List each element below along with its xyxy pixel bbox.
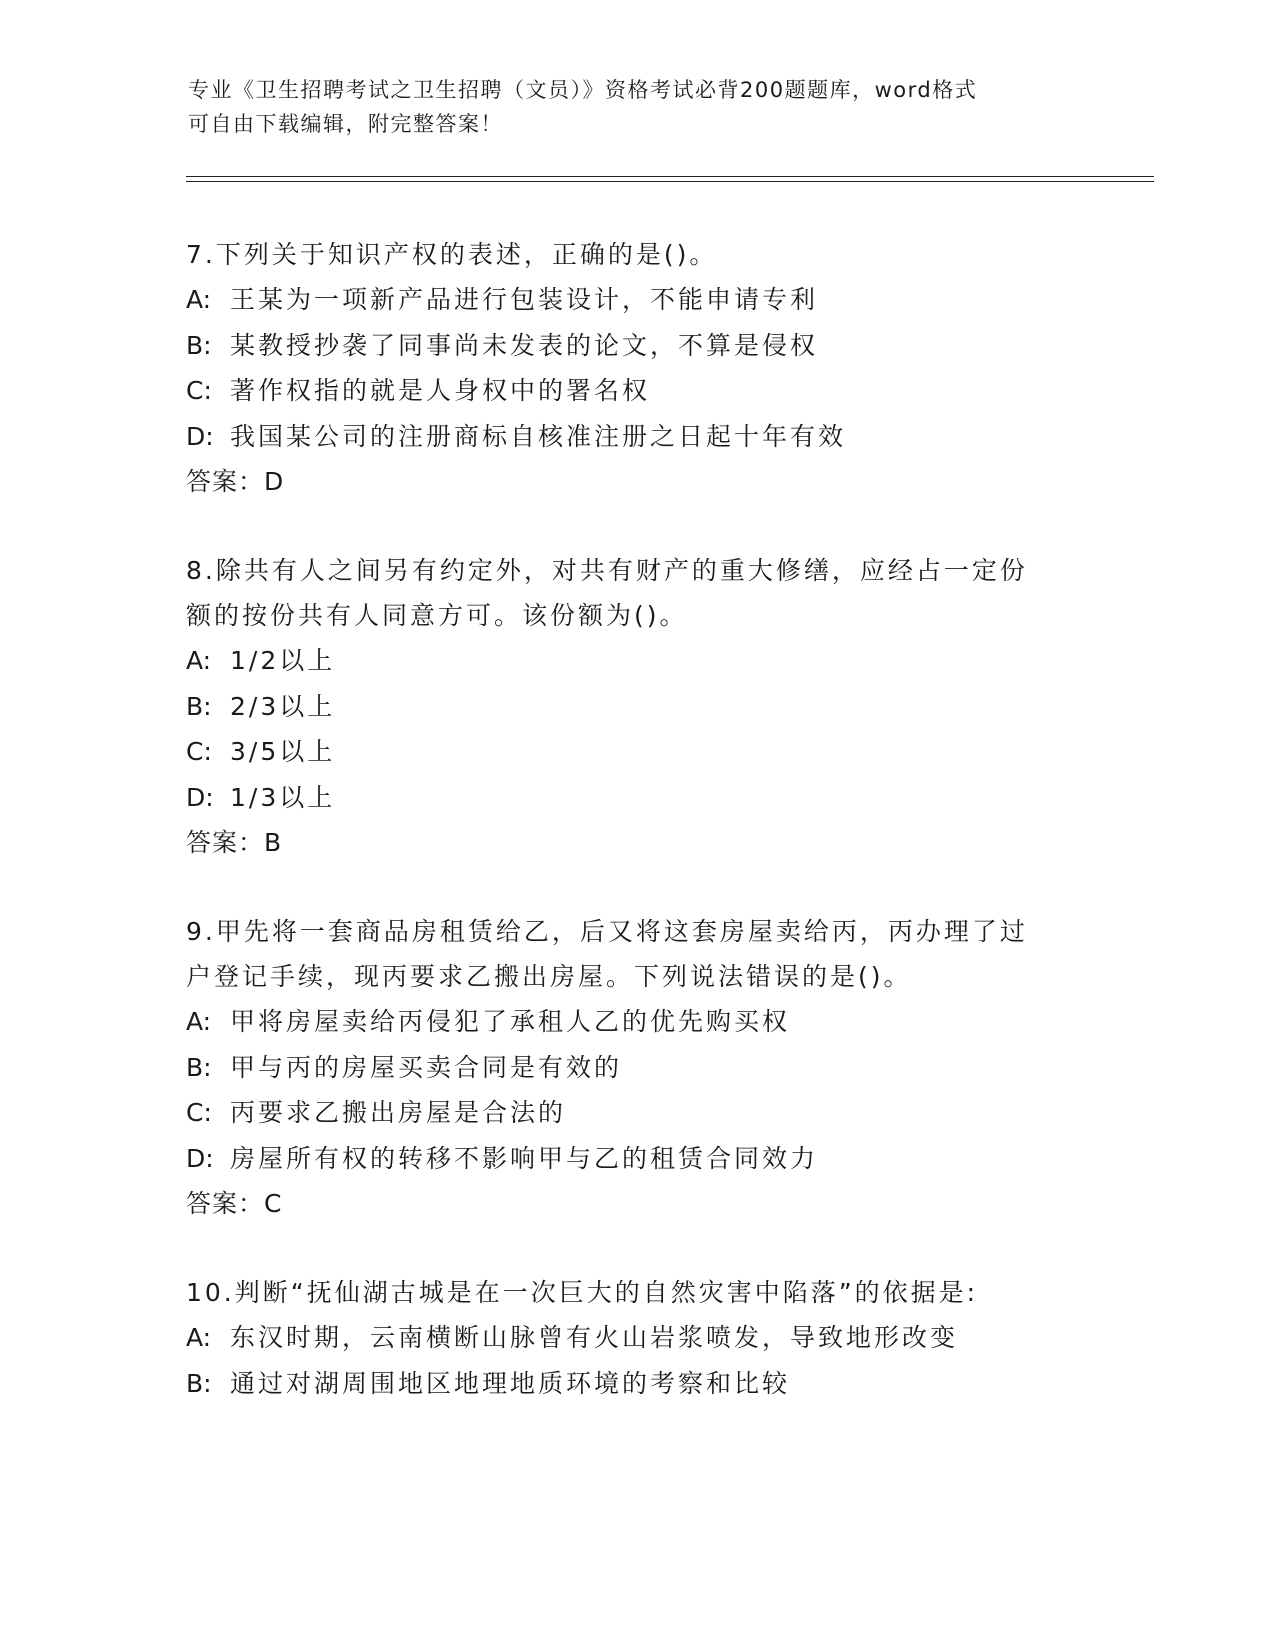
header-divider-top [186,176,1154,177]
option-b [186,684,1086,730]
option-key: D: [186,1143,214,1173]
option-d [186,414,1086,460]
option-c [186,1090,1086,1136]
question-list [186,232,1086,1450]
document-header [188,73,1068,141]
question-stem-line: 8.除共有人之间另有约定外，对共有财产的重大修缮，应经占一定份 [186,556,1028,585]
option-key: A: [186,285,212,314]
question-stem-line: 9.甲先将一套商品房租赁给乙，后又将这套房屋卖给丙，丙办理了过 [186,917,1028,946]
option-text: 著作权指的就是人身权中的署名权 [230,376,651,405]
option-key: B: [186,1368,212,1398]
option-key: A: [186,1007,212,1036]
option-text: 房屋所有权的转移不影响甲与乙的租赁合同效力 [230,1143,819,1173]
answer-line: 答案：C [186,1189,283,1218]
header-divider-bottom [186,181,1154,182]
question-stem-line: 户登记手续，现丙要求乙搬出房屋。下列说法错误的是()。 [186,962,912,991]
question-stem [186,1270,1086,1315]
question-stem [186,909,1086,999]
option-key: D: [186,782,214,812]
option-key: C: [186,376,212,405]
option-d [186,1136,1086,1182]
answer-line: 答案：B [186,828,283,857]
header-line-2: 可自由下载编辑，附完整答案！ [188,112,503,136]
option-b [186,1361,1086,1407]
answer-line: 答案：D [186,467,285,496]
option-text: 王某为一项新产品进行包装设计，不能申请专利 [230,285,819,314]
option-b [186,323,1086,369]
question-stem-line: 额的按份共有人同意方可。该份额为()。 [186,601,688,630]
option-key: A: [186,646,212,675]
option-b [186,1045,1086,1091]
option-c [186,368,1086,414]
option-key: D: [186,421,214,451]
option-text: 我国某公司的注册商标自核准注册之日起十年有效 [230,421,847,451]
option-a [186,277,1086,323]
option-key: B: [186,1052,212,1082]
question-item [186,548,1086,865]
option-a [186,638,1086,684]
question-item [186,232,1086,504]
option-a [186,1315,1086,1361]
option-text: 甲与丙的房屋买卖合同是有效的 [230,1052,623,1082]
question-stem-line: 10.判断“抚仙湖古城是在一次巨大的自然灾害中陷落”的依据是: [186,1278,979,1307]
option-d [186,775,1086,821]
question-stem [186,232,1086,277]
option-text: 2/3以上 [230,691,336,721]
option-text: 3/5以上 [230,737,336,766]
option-text: 丙要求乙搬出房屋是合法的 [230,1098,567,1127]
option-key: B: [186,330,212,360]
option-text: 通过对湖周围地区地理地质环境的考察和比较 [230,1368,791,1398]
option-key: B: [186,691,212,721]
option-key: A: [186,1323,212,1352]
question-stem-line: 7.下列关于知识产权的表述，正确的是()。 [186,240,718,269]
option-text: 甲将房屋卖给丙侵犯了承租人乙的优先购买权 [230,1007,791,1036]
question-item [186,1270,1086,1406]
option-c [186,729,1086,775]
option-text: 1/2以上 [230,646,336,675]
option-text: 东汉时期，云南横断山脉曾有火山岩浆喷发，导致地形改变 [230,1323,959,1352]
option-key: C: [186,737,212,766]
option-a [186,999,1086,1045]
option-text: 某教授抄袭了同事尚未发表的论文，不算是侵权 [230,330,819,360]
option-text: 1/3以上 [230,782,336,812]
question-stem [186,548,1086,638]
option-key: C: [186,1098,212,1127]
header-line-1: 专业《卫生招聘考试之卫生招聘（文员）》资格考试必背200题题库，word格式 [188,78,978,102]
question-item [186,909,1086,1226]
